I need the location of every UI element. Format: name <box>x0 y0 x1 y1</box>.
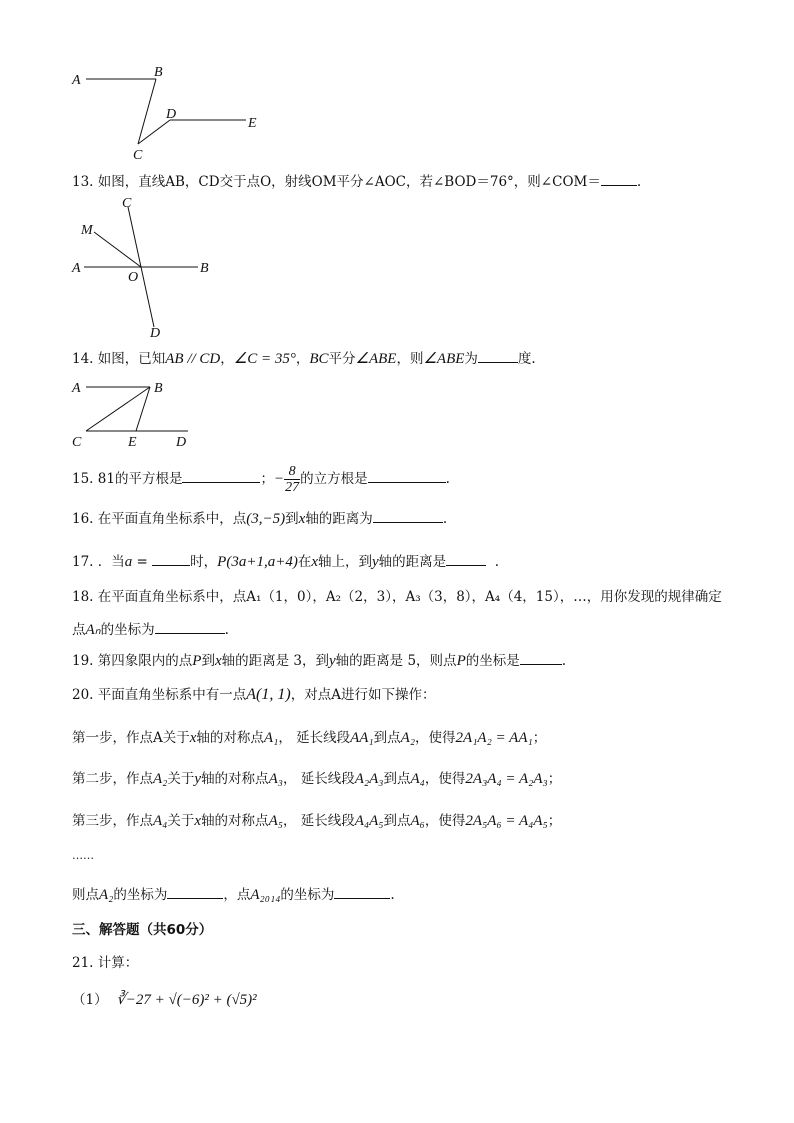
q20-step1-mid2: ， 延长线段 <box>278 730 351 746</box>
question-14: 14. 如图，已知AB // CD，∠C = 35°，BC平分∠ABE，则∠ABE为 度. <box>72 348 536 369</box>
q15-end: . <box>445 471 450 487</box>
q20-step2-pre: 第二步，作点 <box>72 771 153 787</box>
question-16 <box>72 508 447 529</box>
q16-end: . <box>442 511 448 527</box>
q20-step2-mid: 轴的对称点 <box>201 771 269 787</box>
q20-step3-axis: x <box>194 813 202 829</box>
q20-final-end: . <box>390 887 395 903</box>
q14-end: 度. <box>517 351 536 367</box>
q17-end: . <box>494 554 500 570</box>
q16-pre: 16. 在平面直角坐标系中，点 <box>72 511 247 527</box>
q20-intro-point: A(1, 1) <box>246 686 291 703</box>
label-d: D <box>166 107 177 122</box>
q14-mid2: 平分 <box>328 351 356 367</box>
q19-post: 的坐标是 <box>465 653 520 669</box>
q19-pre: 19. 第四象限内的点 <box>72 653 193 669</box>
label-e: E <box>128 435 137 450</box>
q17-eq: = <box>132 554 153 570</box>
q18-end: . <box>224 622 229 638</box>
q16-blank[interactable] <box>373 508 443 523</box>
label-m: M <box>81 223 93 238</box>
label-d: D <box>176 435 187 450</box>
q17-pre: 17. ．当 <box>72 554 125 570</box>
q19-mid: 到 <box>201 653 215 669</box>
q20-step1-mid: 轴的对称点 <box>196 730 264 746</box>
q20-step1-pre: 第一步，作点A关于 <box>72 730 190 746</box>
q20-final-mid: 的坐标为 <box>113 887 168 903</box>
q14-angle-c: ∠C = 35° <box>233 351 296 367</box>
q13-blank[interactable] <box>601 171 637 186</box>
q13-text: 13. 如图，直线AB，CD交于点O，射线OM平分∠AOC，若∠BOD＝76°，则∠COM＝ <box>72 174 601 190</box>
q17-axis2: y <box>372 554 379 570</box>
q15-num: 8 <box>284 464 300 480</box>
question-18-line-1 <box>72 587 722 607</box>
q20-step3-p1: A₅ <box>268 813 283 829</box>
q19-y: y <box>329 653 336 669</box>
question-15 <box>72 464 450 495</box>
q20-step2-p2: A₄ <box>410 771 425 787</box>
q17-mid2: 在 <box>297 554 312 570</box>
q17-post2: 轴的距离是 <box>378 554 447 570</box>
q20-step3-eq: 2A₅A₆ = A₄A₅ <box>465 813 548 829</box>
q17-var: a <box>124 554 133 570</box>
q20-step3-mid4: ，使得 <box>424 813 466 829</box>
q20-step1-p2: A₂ <box>400 730 416 746</box>
q20-step2-end: ； <box>547 771 562 787</box>
q20-blank-2[interactable] <box>334 884 390 899</box>
q20-step2-seg: A₂A₃ <box>354 771 384 787</box>
q16-post: 轴的距离为 <box>305 511 373 527</box>
q20-step3-mid: 轴的对称点 <box>201 813 269 829</box>
q20-final-p1: A₂ <box>99 887 114 903</box>
q20-intro-post: ，对点A进行如下操作： <box>290 687 436 703</box>
q21-part1-expr: ∛−27 + √(−6)² + (√5)² <box>116 992 257 1008</box>
q20-step2-mid0: 关于 <box>167 771 195 787</box>
question-19 <box>72 650 566 671</box>
q20-step2-axis: y <box>194 771 202 787</box>
q20-step2-mid4: ，使得 <box>424 771 466 787</box>
q20-step2-eq: 2A₃A₄ = A₂A₃ <box>465 771 548 787</box>
q14-parallel: AB // CD <box>165 351 221 367</box>
q20-step3-pre: 第三步，作点 <box>72 813 153 829</box>
label-a: A <box>72 381 81 396</box>
q14-bc: BC <box>309 351 329 367</box>
figure-q14 <box>70 378 200 450</box>
q20-dots: …… <box>72 849 94 862</box>
question-13 <box>72 171 641 192</box>
question-21-part-1 <box>72 990 257 1010</box>
q21-title: 21. 计算： <box>72 955 139 971</box>
q14-post: 为 <box>464 351 478 367</box>
label-o: O <box>128 270 139 285</box>
q20-step2-mid3: 到点 <box>383 771 411 787</box>
q20-step3-mid3: 到点 <box>383 813 411 829</box>
label-c: C <box>72 435 82 450</box>
q13-end: . <box>636 174 642 190</box>
q20-step1-end: ； <box>532 730 547 746</box>
q19-mid2: 轴的距离是 3，到 <box>221 653 329 669</box>
question-17 <box>72 551 499 572</box>
q16-point: (3,−5) <box>246 511 286 527</box>
question-21-title <box>72 953 138 973</box>
q20-final-post: 的坐标为 <box>280 887 335 903</box>
q15-blank-1[interactable] <box>182 468 260 483</box>
q15-blank-2[interactable] <box>368 468 446 483</box>
label-c: C <box>133 148 143 162</box>
question-18-line-2 <box>72 619 229 640</box>
q20-blank-1[interactable] <box>167 884 223 899</box>
label-b: B <box>154 65 163 80</box>
label-e: E <box>248 116 257 131</box>
label-c: C <box>122 196 132 211</box>
q20-step1-seg: AA₁ <box>350 730 374 746</box>
q15-neg: − <box>273 471 285 487</box>
label-b: B <box>154 381 163 396</box>
q15-den: 27 <box>285 480 300 495</box>
q19-mid3: 轴的距离是 5，则点 <box>335 653 457 669</box>
section-3-heading <box>72 920 212 940</box>
q19-p: P <box>192 653 202 669</box>
q18-blank[interactable] <box>155 619 225 634</box>
q16-axis: x <box>298 511 306 527</box>
q20-step3-p0: A₄ <box>153 813 168 829</box>
figure-q13 <box>70 195 220 343</box>
q20-step1-p1: A₁ <box>263 730 279 746</box>
q14-angle-abe: ∠ABE <box>355 351 397 367</box>
q20-step3-mid2: ， 延长线段 <box>282 813 355 829</box>
q18-line2-post: 的坐标为 <box>100 622 155 638</box>
q17-point: P(3a+1,a+4) <box>217 554 298 570</box>
question-20-dots <box>72 846 94 866</box>
label-a: A <box>72 261 81 276</box>
q19-p2: P <box>456 653 466 669</box>
q18-point: Aₙ <box>85 622 101 638</box>
q20-step1-eq: 2A₁A₂ = AA₁ <box>455 730 533 746</box>
label-d: D <box>150 326 161 341</box>
q20-step2-mid2: ， 延长线段 <box>282 771 355 787</box>
q20-step3-mid0: 关于 <box>167 813 195 829</box>
figure-q12 <box>70 62 270 162</box>
q18-line1: 18. 在平面直角坐标系中，点A₁（1，0），A₂（2，3），A₃（3，8），A₄（4，15），…，用你发现的规律确定 <box>72 589 722 605</box>
q15-fraction <box>284 464 300 495</box>
q20-step1-axis: x <box>189 730 197 746</box>
question-20-step-2 <box>72 769 561 789</box>
q19-blank[interactable] <box>520 650 562 665</box>
q17-blank-1[interactable] <box>152 551 190 566</box>
q19-x: x <box>214 653 222 669</box>
q20-final-mid2: ，点 <box>223 887 251 903</box>
q21-part1-label: （1） <box>72 992 108 1008</box>
q15-mid: 的立方根是 <box>300 471 368 487</box>
question-20-step-1 <box>72 728 546 748</box>
q20-final-p2: A₂₀₁₄ <box>250 887 281 903</box>
q14-mid3: ，则 <box>396 351 424 367</box>
q20-final-pre: 则点 <box>72 887 99 903</box>
q18-line2-pre: 点 <box>72 622 86 638</box>
q20-step1-mid4: ，使得 <box>415 730 456 746</box>
q20-step3-p2: A₆ <box>410 813 425 829</box>
label-b: B <box>200 261 209 276</box>
q14-blank[interactable] <box>478 348 518 363</box>
q19-end: . <box>561 653 567 669</box>
q20-step3-seg: A₄A₅ <box>354 813 384 829</box>
q15-sep: ； <box>260 471 274 487</box>
section3-title: 三、解答题（共60分） <box>72 922 213 938</box>
question-20-intro <box>72 685 435 705</box>
q16-mid: 到 <box>285 511 299 527</box>
q14-pre: 14. 如图，已知 <box>72 351 166 367</box>
q20-step3-end: ； <box>547 813 562 829</box>
q20-step2-p1: A₃ <box>268 771 283 787</box>
q20-step2-p0: A₂ <box>153 771 168 787</box>
q17-axis: x <box>311 554 318 570</box>
q20-intro-pre: 20. 平面直角坐标系中有一点 <box>72 687 247 703</box>
q17-mid: 时， <box>190 554 218 570</box>
q17-blank-2[interactable] <box>446 551 486 566</box>
q15-pre: 15. 81的平方根是 <box>72 471 183 487</box>
q14-angle-abe-2: ∠ABE <box>423 351 465 367</box>
question-20-final <box>72 884 395 905</box>
question-20-step-3 <box>72 811 561 831</box>
q17-post: 轴上，到 <box>318 554 372 570</box>
q20-step1-mid3: 到点 <box>373 730 401 746</box>
label-a: A <box>72 73 81 88</box>
